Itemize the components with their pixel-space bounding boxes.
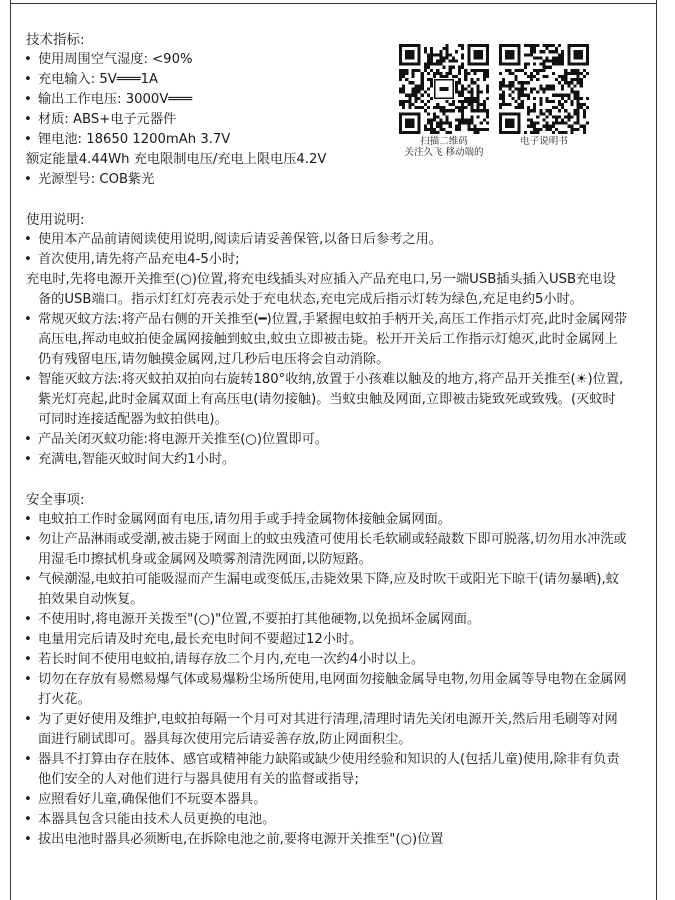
spec-item: • 材质: ABS+电子元器件 [38, 110, 398, 130]
safety-list [38, 510, 628, 850]
specs-title: 技术指标: [26, 32, 85, 48]
qr-caption-left-line1: 扫描二维码 [420, 136, 468, 147]
qr-caption-left-line2: 关注久飞 移动端的 [404, 147, 484, 158]
specs-list [26, 50, 398, 190]
usage-item: • 充满电,智能灭蚊时间大约1小时。 [38, 450, 628, 470]
safety-item: • 切勿在存放有易燃易爆气体或易爆粉尘场所使用,电网面勿接触金属导电物,勿用金属等导电物在金属网打火花。 [38, 670, 628, 710]
spec-item: • 光源型号: COB紫光 [38, 170, 398, 190]
safety-item: • 为了更好使用及维护,电蚊拍每隔一个月可对其进行清理,清理时请先关闭电源开关,然后用毛刷等对网面进行刷试即可。器具每次使用完后请妥善存放,防止网面积尘。 [38, 710, 628, 750]
spec-item: • 锂电池: 18650 1200mAh 3.7V [38, 130, 398, 150]
usage-item: • 智能灭蚊方法:将灭蚊拍双拍向右旋转180°收纳,放置于小孩难以触及的地方,将产品开关推至(☀)位置,紫光灯亮起,此时金属双面上有高压电(请勿接触)。当蚊虫触及网面,立即被击毙致死或致残。(灭蚊时可同时连接适配器为蚊拍供电)。 [38, 370, 628, 430]
page-border-right [656, 0, 657, 900]
safety-item: • 器具不打算由存在肢体、感官或精神能力缺陷或缺少使用经验和知识的人(包括儿童)使用,除非有负责他们安全的人对他们进行与器具使用有关的监督或指导; [38, 750, 628, 790]
qr-caption-right: 电子说明书 [520, 136, 568, 147]
safety-title: 安全事项: [26, 492, 85, 508]
safety-item: • 电量用完后请及时充电,最长充电时间不要超过12小时。 [38, 630, 628, 650]
usage-section [26, 210, 628, 470]
usage-item: • 常规灭蚊方法:将产品右侧的开关推至(━)位置,手紧握电蚊拍手柄开关,高压工作指示灯亮,此时金属网带高压电,挥动电蚊拍使金属网接触到蚊虫,蚊虫立即被击毙。松开开关后工作指示灯熄灭,此时金属网上仍有残留电压,请勿触摸金属网,过几秒后电压将会自动消除。 [38, 310, 628, 370]
usage-item: 充电时,先将电源开关推至(○)位置,将充电线插头对应插入产品充电口,另一端USB插头插入USB充电设备的USB端口。指示灯红灯亮表示处于充电状态,充电完成后指示灯转为绿色,充足电约5小时。 [26, 272, 616, 307]
usage-item: • 首次使用,请先将产品充电4-5小时; [38, 250, 628, 270]
qr-caption-left [396, 136, 492, 158]
spec-item: • 输出工作电压: 3000V═══ [38, 90, 398, 110]
manual-content [26, 30, 628, 850]
safety-item: • 电蚊拍工作时金属网面有电压,请勿用手或手持金属物体接触金属网面。 [38, 510, 628, 530]
safety-section [26, 490, 628, 850]
safety-item: • 不使用时,将电源开关拨至"(○)"位置,不要拍打其他硬物,以免损坏金属网面。 [38, 610, 628, 630]
qr-code-left[interactable] [399, 44, 489, 134]
safety-item: • 拔出电池时器具必须断电,在拆除电池之前,要将电源开关推至"(○)位置 [38, 830, 628, 850]
safety-item: • 气候潮湿,电蚊拍可能吸湿而产生漏电或变低压,击毙效果下降,应及时吹干或阳光下晾干(请勿暴晒),蚊拍效果自动恢复。 [38, 570, 628, 610]
safety-item: • 应照看好儿童,确保他们不玩耍本器具。 [38, 790, 628, 810]
specs-section [26, 30, 398, 190]
spec-item: • 充电输入: 5V═══1A [38, 70, 398, 90]
safety-item: • 若长时间不使用电蚊拍,请每存放二个月内,充电一次约4小时以上。 [38, 650, 628, 670]
spec-item: • 使用周围空气湿度: <90% [38, 50, 398, 70]
usage-title: 使用说明: [26, 212, 85, 228]
safety-item: • 勿让产品淋雨或受潮,被击毙于网面上的蚊虫残渣可使用长毛软刷或轻敲数下即可脱落,切勿用水冲洗或用湿毛巾擦拭机身或金属网及喷雾剂清洗网面,以防短路。 [38, 530, 628, 570]
spec-item: 额定能量4.44Wh 充电限制电压/充电上限电压4.2V [26, 152, 327, 167]
qr-code-right[interactable] [499, 44, 589, 134]
safety-item: • 本器具包含只能由技术人员更换的电池。 [38, 810, 628, 830]
usage-item: • 使用本产品前请阅读使用说明,阅读后请妥善保管,以备日后参考之用。 [38, 230, 628, 250]
page-border-left [10, 0, 11, 900]
usage-list [26, 230, 628, 470]
page-border-top [10, 3, 657, 4]
usage-item: • 产品关闭灭蚊功能:将电源开关推至(○)位置即可。 [38, 430, 628, 450]
